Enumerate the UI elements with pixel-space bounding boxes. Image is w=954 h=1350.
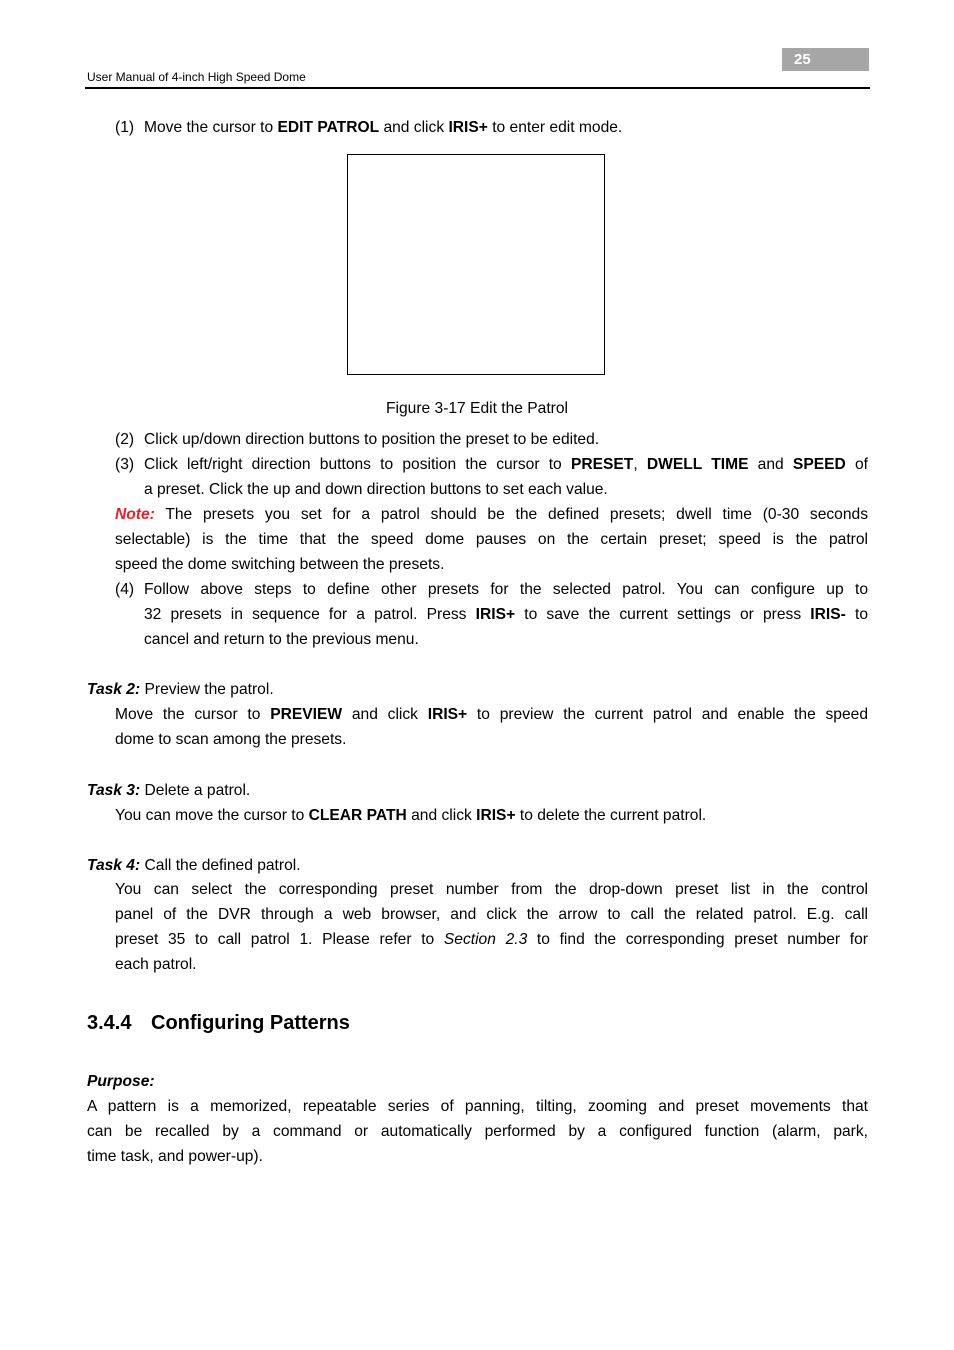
header-divider [85,87,870,89]
task-label: Task 2: [87,681,141,698]
step-number: (4) [115,581,135,598]
task-label: Task 4: [87,857,141,874]
section-reference: Section 2.3 [443,931,528,948]
task-4-heading: Task 4: Call the defined patrol. [87,857,301,874]
step-number: (3) [115,456,135,473]
figure-caption: Figure 3-17 Edit the Patrol [385,400,569,417]
page-number: 25 [782,48,869,71]
step-1: (1) Move the cursor to EDIT PATROL and click IRIS+ to enter edit mode. [115,115,622,140]
note-line-1: Note: The presets you set for a patrol should be the defined presets; dwell time (0-30 seconds [115,506,868,523]
section-title: Configuring Patterns [151,1012,350,1034]
task-3-body: You can move the cursor to CLEAR PATH and click IRIS+ to delete the current patrol. [115,807,707,824]
task-4-body-line-3: preset 35 to call patrol 1. Please refer to Section 2.3 to find the corresponding preset number for [115,931,868,948]
purpose-line-3: time task, and power-up). [87,1148,263,1165]
purpose-line-1: A pattern is a memorized, repeatable series of panning, tilting, zooming and preset movements that [87,1098,868,1115]
task-3-heading: Task 3: Delete a patrol. [87,782,251,799]
section-heading [87,1009,350,1037]
section-number: 3.4.4 [87,1012,132,1034]
step-4: (4) Follow above steps to define other presets for the selected patrol. You can configure up to [115,577,868,602]
step-number: (1) [115,119,135,136]
note-line-3: speed the dome switching between the presets. [115,556,445,573]
step-2: (2) Click up/down direction buttons to position the preset to be edited. [115,427,599,452]
step-4-line-3: cancel and return to the previous menu. [144,631,419,648]
purpose-line-2: can be recalled by a command or automatically performed by a configured function (alarm, park, [87,1123,868,1140]
step-3: (3) Click left/right direction buttons to position the cursor to PRESET, DWELL TIME and SPEED of [115,452,868,477]
task-4-body-line-1: You can select the corresponding preset number from the drop-down preset list in the control [115,881,868,898]
step-number: (2) [115,431,135,448]
task-label: Task 3: [87,782,141,799]
note-line-2: selectable) is the time that the speed dome pauses on the certain preset; speed is the patrol [115,531,868,548]
task-4-body-line-4: each patrol. [115,956,197,973]
task-2-body: Move the cursor to PREVIEW and click IRIS+ to preview the current patrol and enable the speed [115,706,868,723]
running-header: User Manual of 4-inch High Speed Dome [87,70,306,84]
note-label: Note: [115,506,155,523]
task-4-body-line-2: panel of the DVR through a web browser, and click the arrow to call the related patrol. E.g. call [115,906,868,923]
task-2-body-line-2: dome to scan among the presets. [115,731,347,748]
step-4-line-2: 32 presets in sequence for a patrol. Press IRIS+ to save the current settings or press IRIS- to [144,606,868,623]
task-2-heading: Task 2: Preview the patrol. [87,681,274,698]
purpose-label: Purpose: [87,1073,155,1090]
step-3-continued: a preset. Click the up and down direction buttons to set each value. [144,481,608,498]
figure-placeholder [347,154,605,375]
